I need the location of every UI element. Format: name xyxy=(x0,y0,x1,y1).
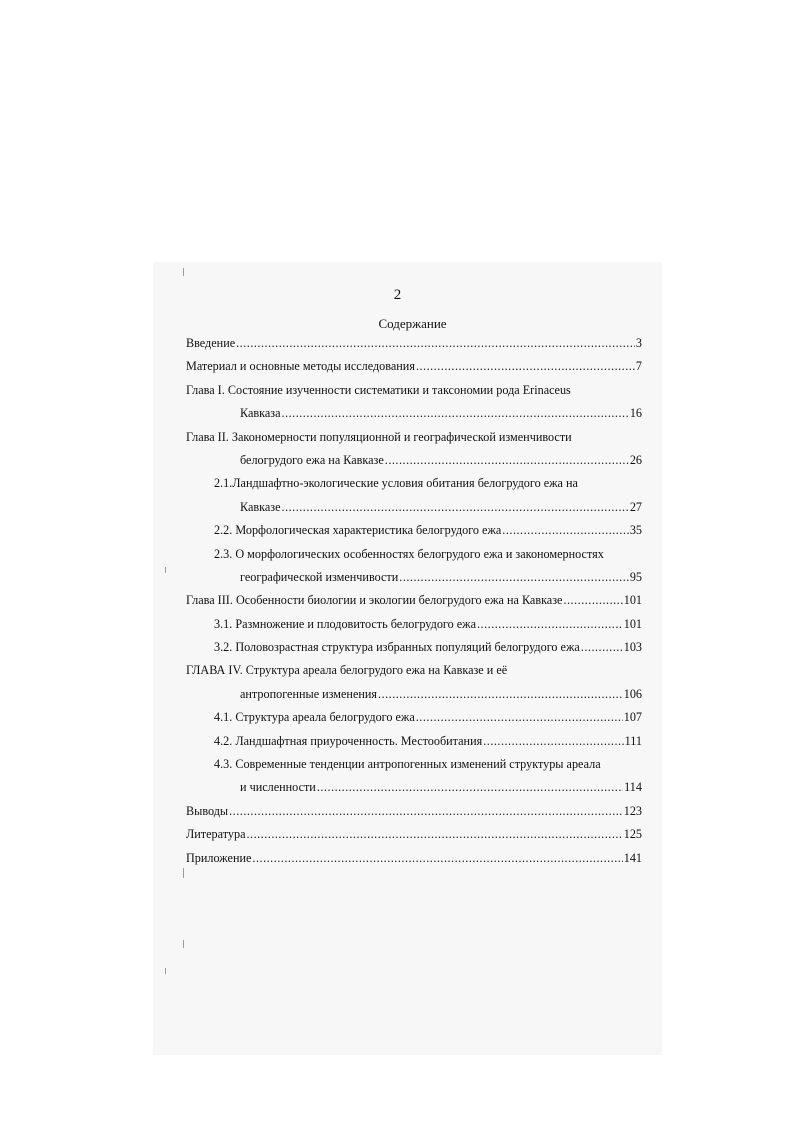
toc-entry-section-3-1 xyxy=(186,613,642,636)
toc-entry-text: Глава I. Состояние изученности систематики и таксономии рода Erinaceus xyxy=(186,382,571,397)
toc-entry-text: ГЛАВА IV. Структура ареала белогрудого ежа на Кавказе и её xyxy=(186,663,508,678)
toc-entry-section-4-3-cont xyxy=(186,776,642,799)
toc-entry-page: 101 xyxy=(623,593,642,608)
toc-entry-text: Кавказе xyxy=(240,499,281,514)
toc-entry-page: 123 xyxy=(623,803,642,818)
toc-entry-conclusions xyxy=(186,800,642,823)
toc-entry-page: 141 xyxy=(623,850,642,865)
toc-entry-section-4-1 xyxy=(186,706,642,729)
toc-entry-text: 3.2. Половозрастная структура избранных популяций белогрудого ежа xyxy=(214,640,580,655)
toc-entry-page: 106 xyxy=(623,686,642,701)
toc-leader-dots xyxy=(483,730,623,753)
toc-entry-page: 27 xyxy=(629,499,642,514)
table-of-contents xyxy=(186,332,642,870)
scan-speck xyxy=(165,968,166,974)
toc-leader-dots xyxy=(236,332,635,355)
toc-entry-section-2-1 xyxy=(186,472,642,495)
toc-entry-page: 101 xyxy=(623,616,642,631)
toc-entry-text: Глава III. Особенности биологии и экологии белогрудого ежа на Кавказе xyxy=(186,593,563,608)
toc-entry-text: географической изменчивости xyxy=(240,569,399,584)
toc-entry-section-2-3 xyxy=(186,543,642,566)
toc-entry-chapter-4-cont xyxy=(186,683,642,706)
toc-entry-page: 125 xyxy=(623,827,642,842)
toc-leader-dots xyxy=(252,847,622,870)
toc-entry-materials xyxy=(186,355,642,378)
toc-entry-text: и численности xyxy=(240,780,316,795)
toc-leader-dots xyxy=(246,823,622,846)
toc-leader-dots xyxy=(282,402,629,425)
toc-entry-text: 4.3. Современные тенденции антропогенных изменений структуры ареала xyxy=(214,757,601,772)
toc-entry-section-4-3 xyxy=(186,753,642,776)
toc-leader-dots xyxy=(399,566,629,589)
toc-entry-page: 3 xyxy=(635,336,642,350)
toc-entry-chapter-2 xyxy=(186,426,642,449)
toc-entry-page: 95 xyxy=(629,569,642,584)
toc-entry-page: 111 xyxy=(624,733,642,748)
toc-leader-dots xyxy=(502,519,629,542)
toc-entry-text: Литература xyxy=(186,827,246,842)
scan-speck xyxy=(183,868,184,878)
toc-leader-dots xyxy=(477,613,623,636)
toc-leader-dots xyxy=(378,683,623,706)
toc-entry-page: 35 xyxy=(629,523,642,538)
toc-entry-page: 103 xyxy=(623,640,642,655)
toc-entry-section-2-1-cont xyxy=(186,496,642,519)
toc-entry-text: Материал и основные методы исследования xyxy=(186,359,415,374)
toc-leader-dots xyxy=(317,776,623,799)
toc-entry-page: 16 xyxy=(629,406,642,421)
toc-entry-chapter-2-cont xyxy=(186,449,642,472)
toc-entry-text: Введение xyxy=(186,336,236,350)
toc-entry-chapter-4 xyxy=(186,659,642,682)
toc-entry-section-2-2 xyxy=(186,519,642,542)
toc-entry-page: 26 xyxy=(629,452,642,467)
toc-entry-text: Глава II. Закономерности популяционной и географической изменчивости xyxy=(186,429,572,444)
toc-entry-introduction xyxy=(186,332,642,355)
toc-entry-chapter-1 xyxy=(186,379,642,402)
toc-entry-chapter-1-cont xyxy=(186,402,642,425)
toc-entry-section-2-3-cont xyxy=(186,566,642,589)
toc-entry-page: 107 xyxy=(623,710,642,725)
toc-entry-chapter-3 xyxy=(186,589,642,612)
toc-leader-dots xyxy=(416,706,623,729)
scan-speck xyxy=(165,567,166,573)
toc-title: Содержание xyxy=(378,316,447,331)
toc-entry-text: Приложение xyxy=(186,850,252,865)
toc-entry-page: 114 xyxy=(624,780,642,795)
toc-entry-text: антропогенные изменения xyxy=(240,686,378,701)
toc-entry-text: 3.1. Размножение и плодовитость белогрудого ежа xyxy=(214,616,476,631)
toc-entry-appendix xyxy=(186,847,642,870)
toc-entry-text: 2.1.Ландшафтно-экологические условия обитания белогрудого ежа на xyxy=(214,476,578,491)
toc-leader-dots xyxy=(385,449,629,472)
toc-leader-dots xyxy=(416,355,635,378)
toc-leader-dots xyxy=(229,800,623,823)
toc-entry-text: белогрудого ежа на Кавказе xyxy=(240,452,384,467)
scan-speck xyxy=(183,940,184,948)
toc-entry-text: Выводы xyxy=(186,803,229,818)
toc-entry-section-3-2 xyxy=(186,636,642,659)
toc-entry-section-4-2 xyxy=(186,730,642,753)
toc-entry-text: 4.1. Структура ареала белогрудого ежа xyxy=(214,710,415,725)
toc-entry-text: Кавказа xyxy=(240,406,281,421)
toc-entry-text: 4.2. Ландшафтная приуроченность. Местообитания xyxy=(214,733,483,748)
toc-entry-page: 7 xyxy=(635,359,642,374)
toc-leader-dots xyxy=(563,589,622,612)
page-number: 2 xyxy=(393,287,402,303)
scan-speck xyxy=(183,268,184,276)
toc-entry-literature xyxy=(186,823,642,846)
toc-entry-text: 2.2. Морфологическая характеристика белогрудого ежа xyxy=(214,523,502,538)
toc-leader-dots xyxy=(282,496,629,519)
toc-entry-text: 2.3. О морфологических особенностях белогрудого ежа и закономерностях xyxy=(214,546,604,561)
toc-leader-dots xyxy=(581,636,623,659)
